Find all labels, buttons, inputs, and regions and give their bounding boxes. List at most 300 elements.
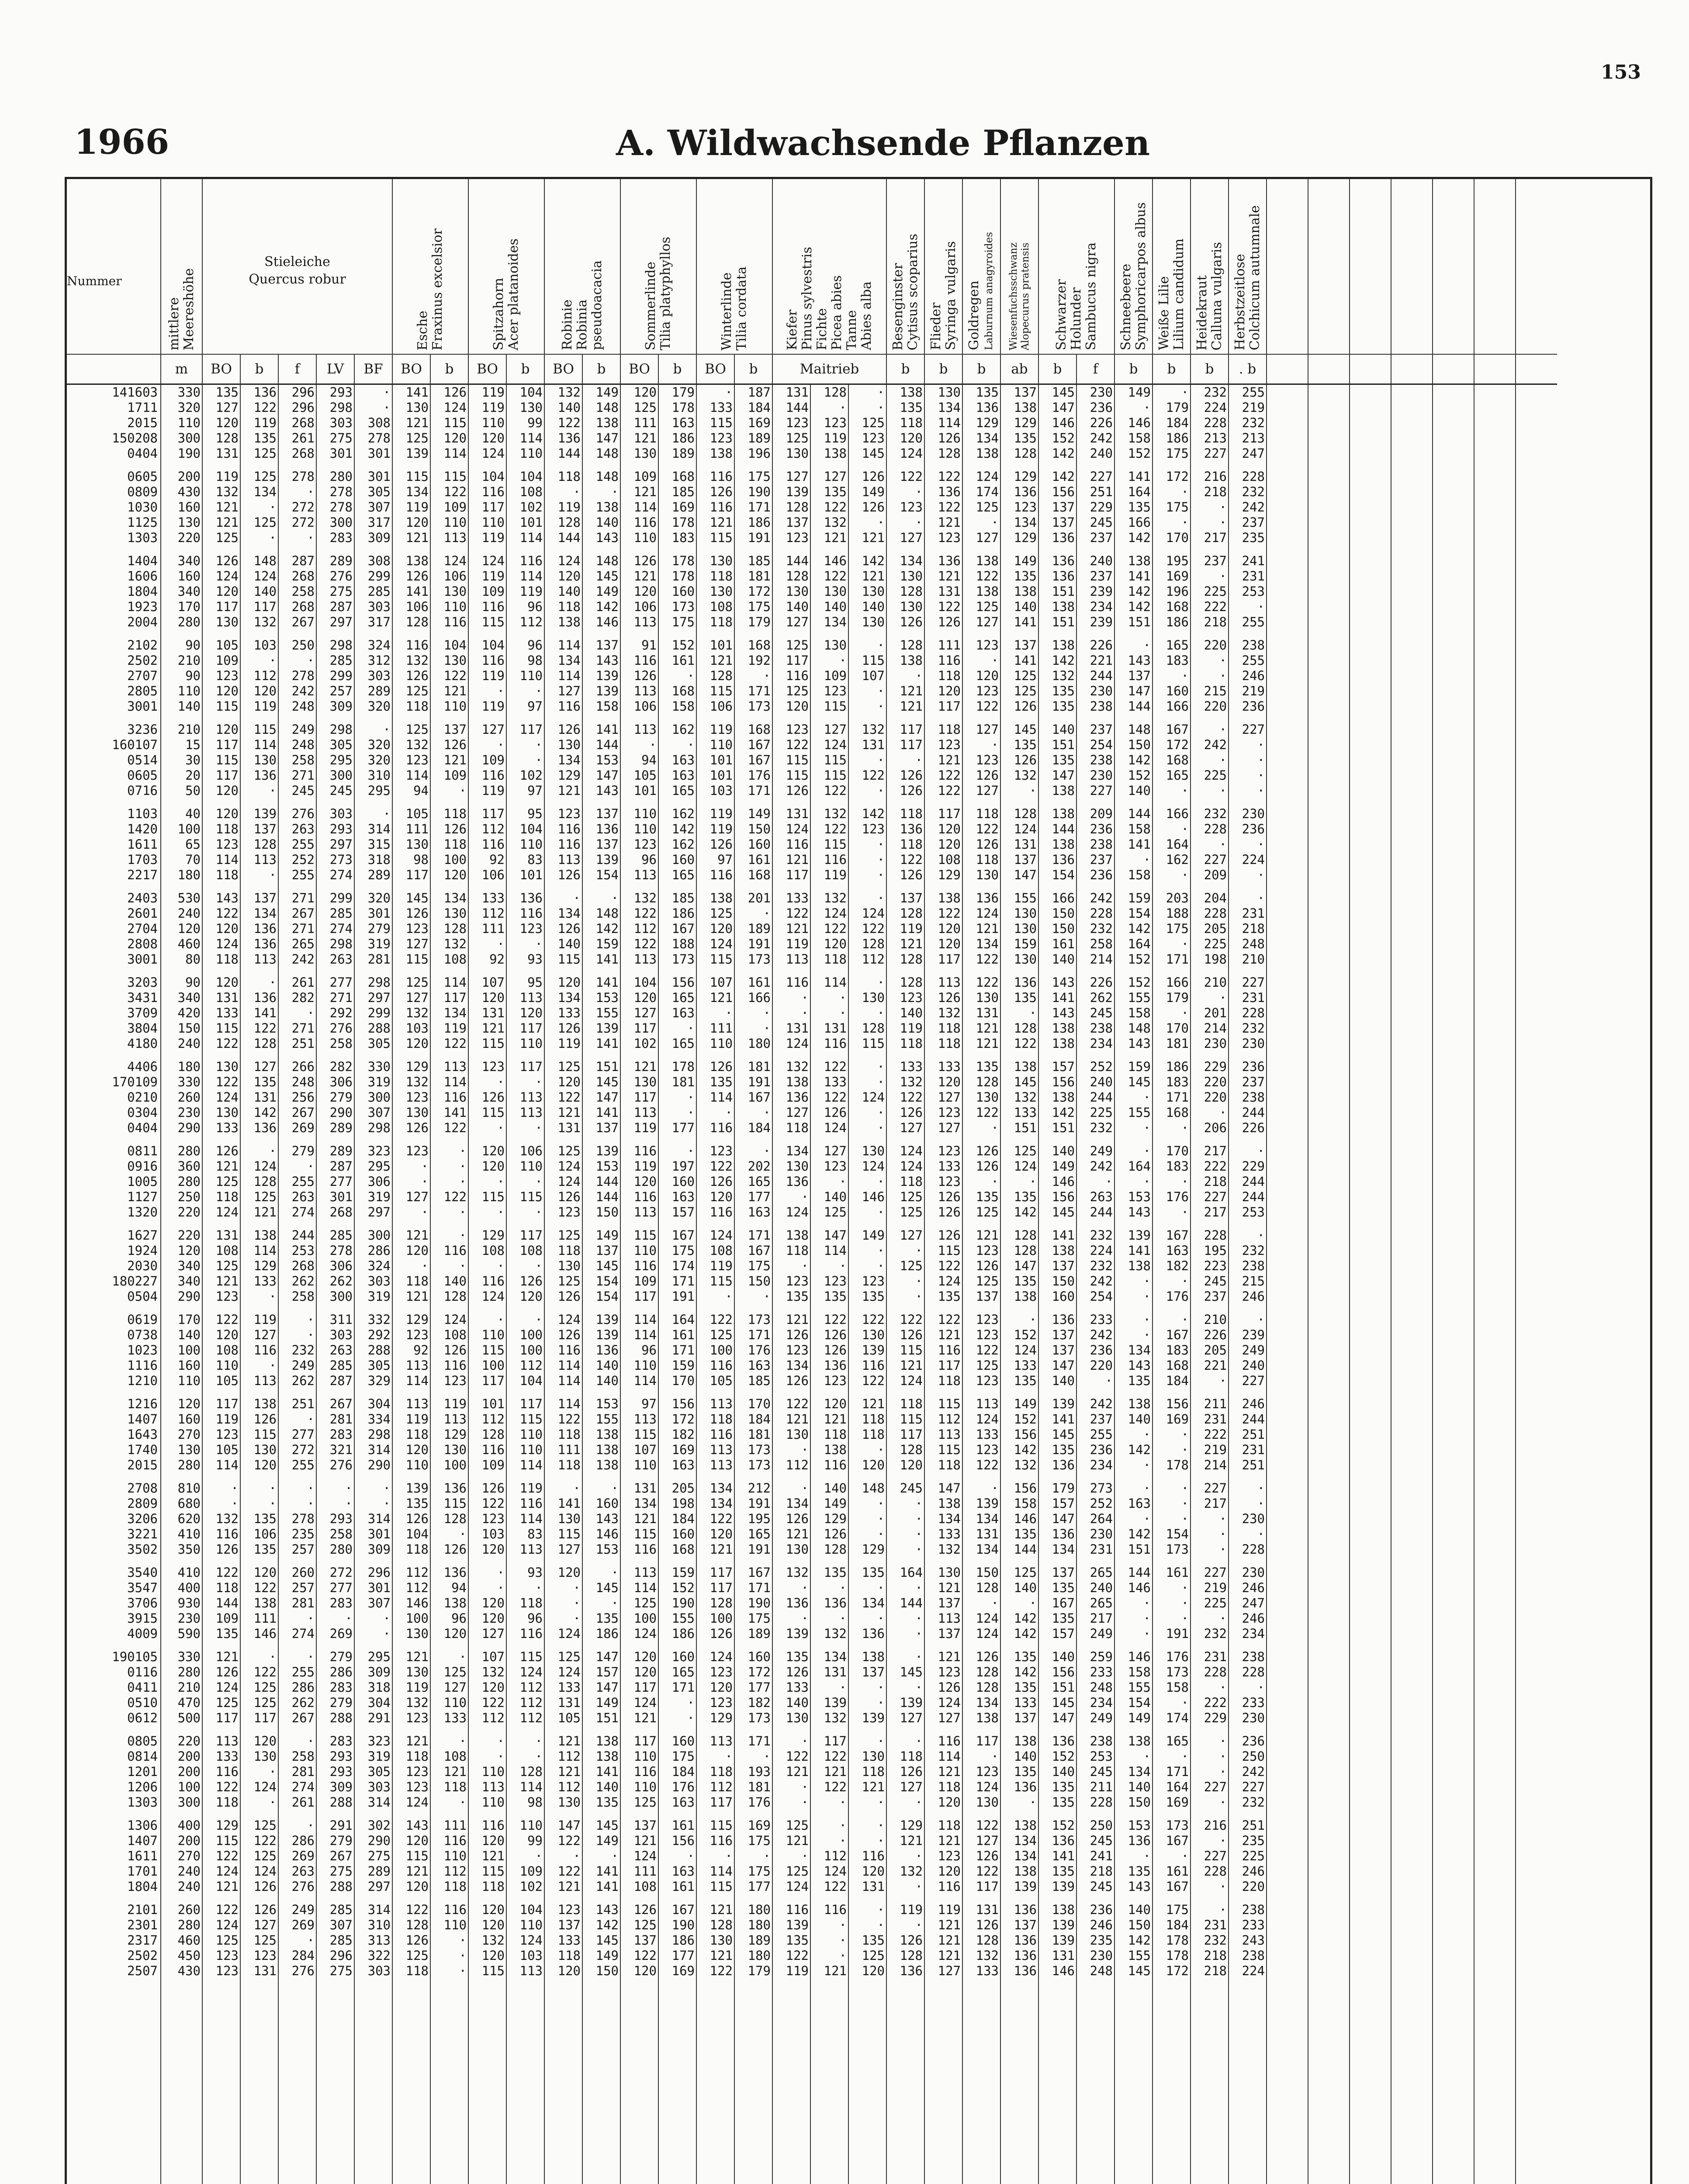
spacer-cell [658,1810,696,1818]
value-cell: 127 [392,936,430,952]
value-cell: 179 [658,384,696,401]
value-cell: 129 [810,1511,848,1527]
spacer-cell [1433,1389,1474,1396]
value-cell: 181 [734,569,772,584]
value-cell: · [848,783,886,798]
value-cell: 150 [1114,737,1153,753]
group-spacer [67,1473,1557,1481]
empty-cell [1474,569,1516,584]
unit-header-cell: b [658,354,696,384]
value-cell: 285 [316,1933,354,1948]
spacer-cell [772,1136,810,1144]
empty-cell [1433,1565,1474,1580]
value-cell: 142 [1000,1442,1038,1458]
empty-cell [1308,1833,1350,1849]
value-cell: 118 [810,1427,848,1442]
value-cell: 218 [1191,1948,1229,1963]
empty-cell [1433,1274,1474,1289]
value-cell: · [582,1565,620,1580]
empty-cell [1391,469,1433,484]
value-cell: 124 [962,469,1000,484]
group-spacer [67,546,1557,553]
table-row [67,1105,1557,1120]
value-cell: 155 [658,1611,696,1626]
value-cell: 122 [468,1695,506,1711]
spacer-cell [1114,1051,1153,1059]
spacer-cell [354,967,392,975]
filler-cell [430,1979,468,2184]
empty-cell [1350,1021,1391,1036]
value-cell: 119 [240,699,278,714]
value-cell: 122 [696,1159,734,1174]
value-cell: 257 [278,1542,316,1557]
value-cell: 118 [886,415,924,431]
spacer-cell [886,1557,924,1565]
value-cell: 114 [430,446,468,461]
value-cell: 170 [161,1312,202,1327]
empty-cell [1433,1189,1474,1205]
value-cell: 164 [1153,837,1191,852]
value-cell: 113 [620,952,658,967]
value-cell: 138 [696,891,734,906]
value-cell: 138 [810,1442,848,1458]
spacer-cell [316,1894,354,1902]
spacer-cell [734,883,772,891]
value-cell: 131 [544,1695,582,1711]
value-cell: 217 [1191,530,1229,546]
spacer-cell [354,1389,392,1396]
spacer-cell [924,1894,962,1902]
value-cell: · [1229,737,1267,753]
spacer-cell [810,1641,848,1649]
value-cell: 134 [962,431,1000,446]
value-cell: 245 [1076,1879,1114,1894]
value-cell: 123 [962,1373,1000,1389]
value-cell: 133 [772,891,810,906]
value-cell: 161 [658,1879,696,1894]
value-cell: 166 [1153,975,1191,990]
spacer-cell [1229,883,1267,891]
table-row [67,1496,1557,1511]
empty-cell [1308,1695,1350,1711]
value-cell: 147 [582,1680,620,1695]
value-cell: 132 [392,1075,430,1090]
empty-cell [1433,584,1474,599]
spacer-cell [1229,714,1267,722]
value-cell: 118 [544,1427,582,1442]
spacer-cell [582,1304,620,1312]
spacer-cell [772,1051,810,1059]
spacer-cell [620,1389,658,1396]
value-cell: 120 [544,975,582,990]
value-cell: 136 [810,1358,848,1373]
value-cell: 135 [1000,1680,1038,1695]
value-cell: 134 [772,1358,810,1373]
value-cell: 191 [658,1289,696,1304]
value-cell: 287 [316,599,354,615]
spacer-cell [1433,630,1474,638]
value-cell: 142 [1038,469,1076,484]
empty-cell [1267,484,1308,500]
spacer-cell [1391,798,1433,806]
spacer-cell [1153,1726,1191,1734]
spacer-cell [810,1726,848,1734]
value-cell: 110 [620,1358,658,1373]
value-cell: 221 [1191,1358,1229,1373]
station-number-cell: 0210 [127,1090,158,1105]
value-cell: 110 [430,599,468,615]
value-cell: 430 [161,484,202,500]
value-cell: 255 [1229,384,1267,401]
empty-cell [1308,1258,1350,1274]
value-cell: 125 [202,1258,240,1274]
value-cell: 108 [430,952,468,967]
value-cell: 159 [1000,936,1038,952]
value-cell: 123 [886,990,924,1006]
value-cell: 118 [392,699,430,714]
table-row [67,638,1557,653]
station-number-cell: 1611 [127,1849,158,1863]
value-cell: 244 [1076,1090,1114,1105]
spacer-cell [354,1136,392,1144]
empty-cell [1308,615,1350,630]
value-cell: · [734,1749,772,1764]
value-cell: 122 [620,906,658,921]
value-cell: 123 [202,1289,240,1304]
value-cell: 159 [1114,1059,1153,1075]
value-cell: 134 [924,400,962,415]
spacer-cell [468,1557,506,1565]
value-cell: 122 [962,1458,1000,1473]
value-cell: 116 [696,1427,734,1442]
value-cell: 121 [392,1649,430,1665]
value-cell: · [1114,1611,1153,1626]
spacer-cell [1474,714,1516,722]
value-cell: 130 [202,615,240,630]
spacer-cell [1474,1220,1516,1228]
spacer-cell [696,967,734,975]
value-cell: · [696,1006,734,1021]
value-cell: 165 [1153,768,1191,783]
value-cell: 286 [278,1680,316,1695]
station-number-cell: 2217 [127,867,158,882]
spacer-cell [506,1641,544,1649]
value-cell: · [582,891,620,906]
spacer-cell [1229,1473,1267,1481]
value-cell: 135 [1000,1189,1038,1205]
value-cell: · [1191,515,1229,530]
spacer-cell [468,1051,506,1059]
empty-cell [1516,431,1557,446]
empty-cell [1516,1075,1557,1090]
value-cell: · [848,1695,886,1711]
spacer-cell [506,461,544,469]
value-cell: 121 [392,1228,430,1243]
value-cell: 106 [240,1527,278,1542]
value-cell: 122 [772,1948,810,1963]
value-cell: 164 [1114,936,1153,952]
value-cell: 121 [924,1833,962,1849]
value-cell: 153 [1114,1818,1153,1833]
empty-cell [1433,1496,1474,1511]
value-cell: 133 [772,1680,810,1695]
value-cell: 278 [316,500,354,515]
value-cell: 240 [1076,1580,1114,1596]
value-cell: 142 [1038,1105,1076,1120]
value-cell: 50 [161,783,202,798]
value-cell: 115 [696,415,734,431]
empty-cell [1350,500,1391,515]
empty-cell [1350,1849,1391,1864]
spacer-cell [544,967,582,975]
value-cell: 127 [810,469,848,484]
empty-cell [1474,599,1516,615]
value-cell: 180 [161,1059,202,1075]
spacer-cell [924,1810,962,1818]
value-cell: · [848,400,886,415]
empty-cell [1391,569,1433,584]
value-cell: 124 [696,936,734,952]
value-cell: 112 [620,921,658,936]
value-cell: 131 [202,990,240,1006]
value-cell: 123 [392,1711,430,1726]
value-cell: 130 [810,638,848,653]
empty-cell [1391,1243,1433,1258]
value-cell: 138 [962,446,1000,461]
value-cell: · [734,1144,772,1159]
empty-cell [1474,952,1516,967]
value-cell: 122 [810,783,848,798]
spacer-cell [962,798,1000,806]
spacer-cell [582,1894,620,1902]
value-cell: 138 [544,615,582,630]
value-cell: 267 [278,1711,316,1726]
value-cell: 230 [1076,684,1114,699]
spacer-cell [1267,1810,1308,1818]
spacer-cell [430,1136,468,1144]
value-cell: 134 [848,1596,886,1611]
empty-cell [1350,1580,1391,1596]
empty-cell [1308,1120,1350,1136]
spacer-cell [544,461,582,469]
value-cell: 167 [734,737,772,753]
spacer-cell [1267,883,1308,891]
value-cell: · [696,1849,734,1864]
value-cell: · [1153,1312,1191,1327]
value-cell: 286 [354,1243,392,1258]
value-cell: 119 [468,530,506,546]
value-cell: 251 [278,1036,316,1051]
value-cell: 138 [1038,638,1076,653]
value-cell: 280 [161,1458,202,1473]
value-cell: 289 [316,1120,354,1136]
value-cell: 122 [962,569,1000,584]
spacer-cell [658,714,696,722]
value-cell: 109 [430,768,468,783]
spacer-cell [1191,1051,1229,1059]
value-cell: 116 [620,515,658,530]
value-cell: 222 [1191,599,1229,615]
empty-cell [1391,1059,1433,1075]
value-cell: 132 [468,1665,506,1680]
value-cell: 280 [161,1144,202,1159]
value-cell: 144 [1114,1565,1153,1580]
spacer-cell [734,1473,772,1481]
empty-cell [1308,1412,1350,1427]
value-cell: · [1191,753,1229,768]
value-cell: 109 [468,1458,506,1473]
value-cell: 128 [1000,806,1038,822]
value-cell: · [1191,1511,1229,1527]
value-cell: 120 [240,1458,278,1473]
empty-cell [1516,1343,1557,1358]
value-cell: 112 [506,1358,544,1373]
value-cell: 126 [810,1327,848,1343]
value-cell: 102 [506,768,544,783]
value-cell: 120 [468,1542,506,1557]
value-cell: 123 [924,737,962,753]
value-cell: · [354,1626,392,1641]
empty-cell [1350,1427,1391,1442]
spacer-cell [582,1810,620,1818]
value-cell: 299 [316,891,354,906]
value-cell: 122 [468,1496,506,1511]
value-cell: · [1000,783,1038,798]
value-cell: 230 [1191,1036,1229,1051]
table-row [67,990,1557,1006]
empty-cell [1267,1933,1308,1948]
spacer-cell [1114,546,1153,553]
value-cell: 300 [316,1289,354,1304]
spacer-cell [582,1473,620,1481]
empty-cell [1516,1174,1557,1189]
table-row [67,1427,1557,1442]
spacer-cell [810,1473,848,1481]
value-cell: 114 [810,1243,848,1258]
spacer-cell [962,967,1000,975]
value-cell: 171 [1153,952,1191,967]
value-cell: 179 [1153,990,1191,1006]
value-cell: 92 [468,952,506,967]
station-number-cell: 2808 [127,936,158,951]
value-cell: 307 [354,1105,392,1120]
spacer-cell [924,546,962,553]
value-cell: 190 [658,1918,696,1933]
empty-cell [1516,1205,1557,1220]
empty-cell [1516,1611,1557,1626]
value-cell: 113 [240,952,278,967]
value-cell: 111 [240,1611,278,1626]
table-row [67,446,1557,461]
value-cell: 282 [278,990,316,1006]
value-cell: 222 [1191,1695,1229,1711]
table-row [67,699,1557,714]
empty-cell [1350,1090,1391,1105]
value-cell: 121 [924,1649,962,1665]
value-cell: 126 [544,1021,582,1036]
value-cell: 83 [506,852,544,867]
value-cell: 122 [810,1780,848,1795]
value-cell: · [886,1734,924,1749]
value-cell: 236 [1076,867,1114,883]
value-cell: 117 [620,1021,658,1036]
spacer-cell [161,1220,202,1228]
value-cell: 139 [582,684,620,699]
value-cell: 126 [772,1373,810,1389]
value-cell: · [1191,1902,1229,1918]
value-cell: 175 [1153,921,1191,936]
value-cell: 119 [696,822,734,837]
value-cell: 228 [1191,906,1229,921]
value-cell: 136 [1000,1933,1038,1948]
spacer-cell [67,967,161,975]
value-cell: 182 [734,1695,772,1711]
value-cell: 130 [544,737,582,753]
value-cell: 185 [658,484,696,500]
value-cell: 143 [582,783,620,798]
spacer-cell [316,1641,354,1649]
spacer-cell [278,461,316,469]
value-cell: 109 [810,668,848,684]
value-cell: 320 [354,699,392,714]
value-cell: 288 [354,1343,392,1358]
value-cell: 246 [1229,1289,1267,1304]
spacer-cell [1191,798,1229,806]
value-cell: 271 [278,921,316,936]
value-cell: 118 [924,668,962,684]
value-cell: 235 [278,1527,316,1542]
value-cell: 296 [354,1565,392,1580]
value-cell: 109 [620,1274,658,1289]
value-cell: 220 [161,1734,202,1749]
value-cell: 113 [506,1090,544,1105]
value-cell: 164 [658,1312,696,1327]
empty-cell [1267,867,1308,883]
value-cell: 124 [962,1626,1000,1641]
value-cell: 128 [468,1427,506,1442]
value-cell: 278 [316,484,354,500]
value-cell: 145 [1038,384,1076,401]
value-cell: 118 [696,569,734,584]
empty-cell [1474,1120,1516,1136]
empty-cell [1350,990,1391,1006]
value-cell: 142 [1038,653,1076,668]
value-cell: 115 [620,1527,658,1542]
empty-cell [1350,975,1391,990]
station-number-cell: 1804 [127,584,158,599]
value-cell: 303 [316,806,354,822]
table-row [67,1649,1557,1665]
value-cell: 139 [1038,1396,1076,1412]
value-cell: 227 [1191,852,1229,867]
value-cell: 191 [1153,1626,1191,1641]
value-cell: 122 [240,1021,278,1036]
value-cell: 124 [202,1680,240,1695]
empty-cell [1474,1511,1516,1527]
value-cell: 141 [1038,990,1076,1006]
spacer-cell [620,546,658,553]
empty-cell [1433,1174,1474,1189]
value-cell: 114 [506,1780,544,1795]
value-cell: · [1153,1511,1191,1527]
value-cell: 137 [582,1120,620,1136]
value-cell: 136 [240,921,278,936]
empty-cell [1474,1496,1516,1511]
value-cell: 289 [316,553,354,569]
spacer-cell [1267,630,1308,638]
value-cell: · [1153,1174,1191,1189]
value-cell: 104 [430,638,468,653]
